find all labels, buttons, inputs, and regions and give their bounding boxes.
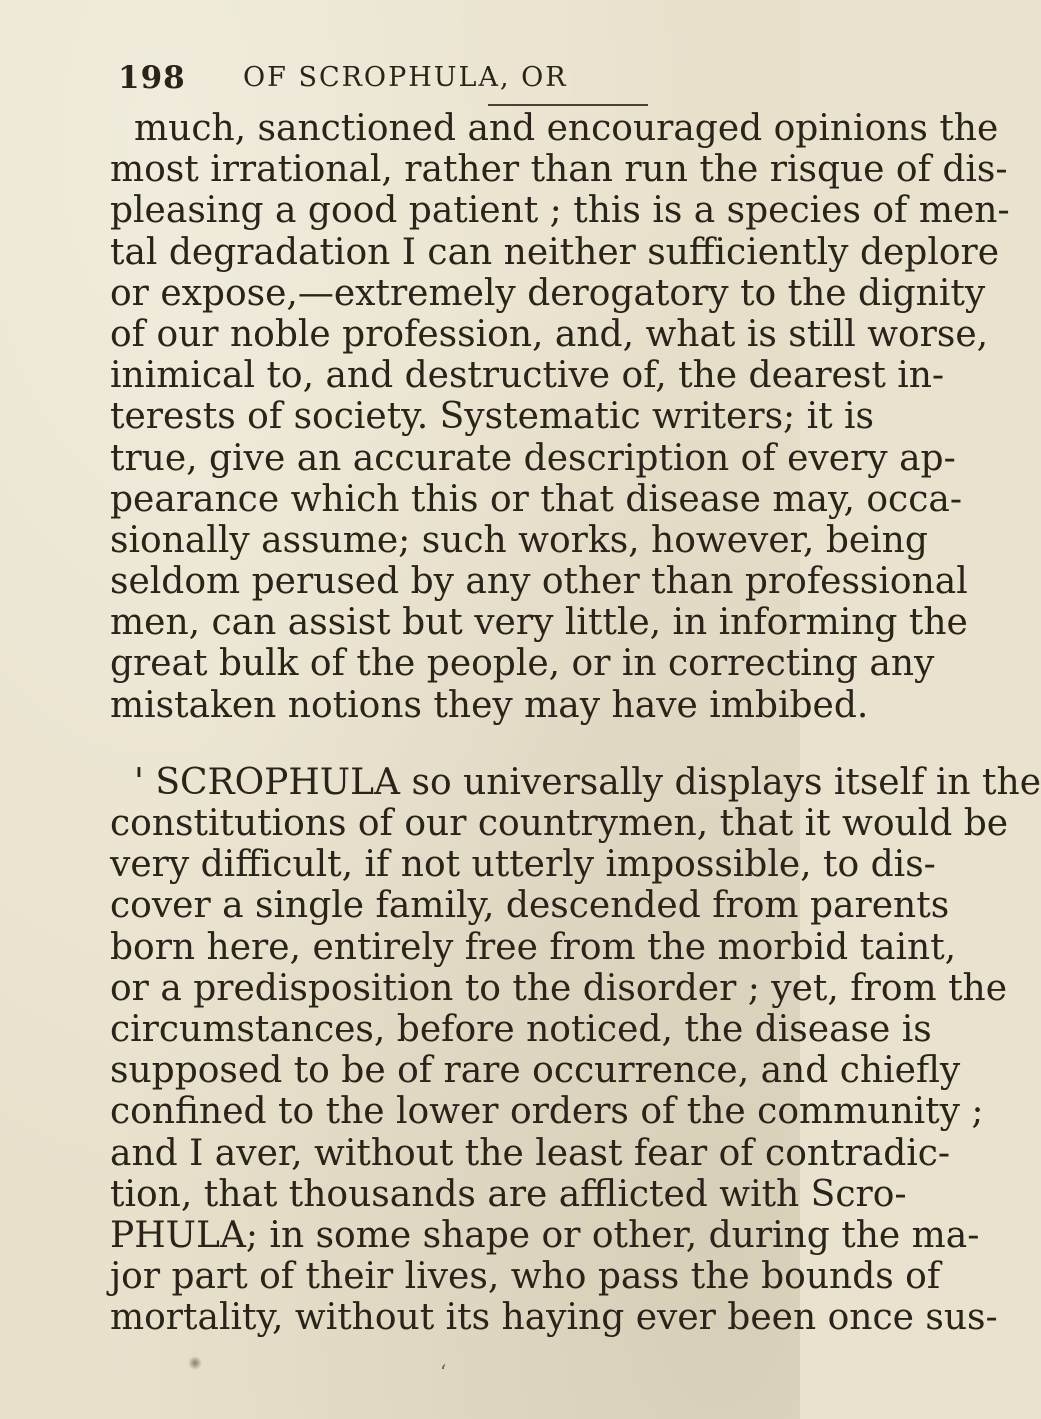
text-line: terests of society. Systematic writers; it is	[110, 396, 875, 438]
paragraph-2	[110, 761, 1041, 1339]
text-line: cover a single family, descended from parents	[110, 885, 950, 927]
text-line: born here, entirely free from the morbid taint,	[110, 926, 957, 968]
text-line: pearance which this or that disease may, occa-	[110, 478, 963, 520]
text-line: of our noble profession, and, what is still worse,	[110, 313, 989, 355]
page-number: 198	[118, 60, 186, 96]
paragraph-gap	[110, 726, 800, 762]
text-line: or expose,—extremely derogatory to the dignity	[110, 272, 986, 314]
text-line: circumstances, before noticed, the disease is	[110, 1008, 932, 1050]
text-line: sionally assume; such works, however, being	[110, 519, 928, 561]
ink-blot	[188, 1356, 202, 1370]
text-line: supposed to be of rare occurrence, and chiefly	[110, 1050, 961, 1092]
text-line: ' SCROPHULA so universally displays itself in the	[134, 761, 1041, 803]
text-line: inimical to, and destructive of, the dearest in-	[110, 355, 945, 397]
text-line: PHULA; in some shape or other, during the ma-	[110, 1214, 980, 1256]
text-line: most irrational, rather than run the risque of dis-	[110, 149, 1008, 191]
text-line: tion, that thousands are afflicted with Scro-	[110, 1173, 907, 1215]
text-line: or a predisposition to the disorder ; yet, from the	[110, 967, 1008, 1009]
text-line: great bulk of the people, or in correcting any	[110, 643, 935, 685]
text-line: constitutions of our countrymen, that it would be	[110, 803, 1009, 844]
paragraph-1	[110, 108, 1010, 726]
text-line: pleasing a good patient ; this is a species of men-	[110, 190, 1010, 232]
header-rule	[488, 104, 648, 106]
running-head: OF SCROPHULA, OR	[243, 62, 568, 93]
text-line: men, can assist but very little, in informing the	[110, 602, 968, 644]
text-line: mortality, without its haying ever been once sus-	[110, 1297, 998, 1339]
text-line: seldom perused by any other than professional	[110, 561, 968, 603]
body-text	[110, 108, 1041, 1339]
text-line: much, sanctioned and encouraged opinions the	[134, 108, 999, 149]
text-line: jor part of their lives, who pass the bounds of	[110, 1256, 941, 1298]
text-line: confined to the lower orders of the community ;	[110, 1091, 984, 1133]
page-header	[118, 60, 678, 100]
text-line: and I aver, without the least fear of contradic-	[110, 1132, 951, 1174]
text-line: mistaken notions they may have imbibed.	[110, 684, 869, 726]
text-line: very difficult, if not utterly impossible, to dis-	[110, 844, 936, 886]
text-line: true, give an accurate description of every ap-	[110, 437, 956, 479]
ink-smear: ʻ	[440, 1360, 447, 1384]
text-line: tal degradation I can neither sufficiently deplore	[110, 231, 1000, 273]
